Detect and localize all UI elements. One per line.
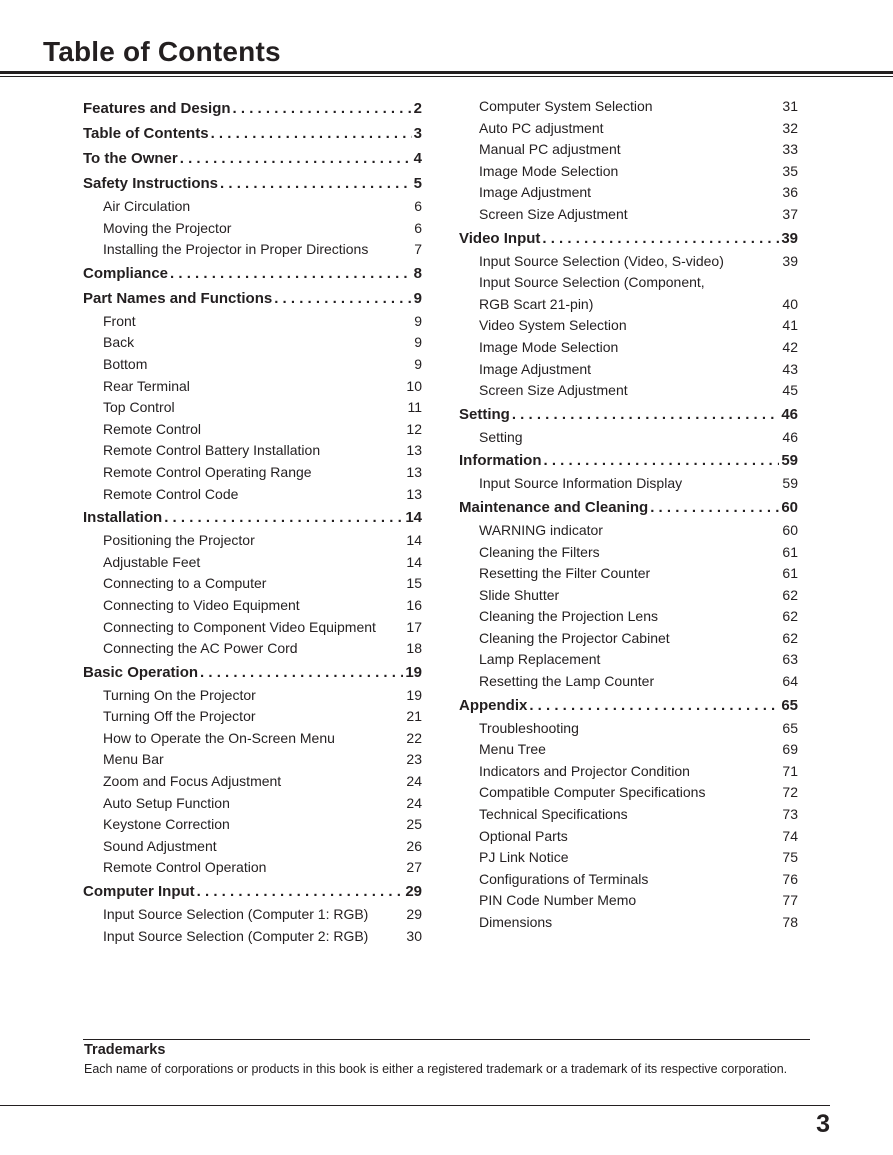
- toc-section-heading: [83, 286, 422, 311]
- toc-entry-page: 60: [782, 521, 798, 538]
- toc-entry-page: 71: [782, 762, 798, 779]
- toc-entry-page: 30: [406, 927, 422, 944]
- toc-entry: [459, 606, 798, 628]
- toc-entry: [83, 440, 422, 462]
- toc-entry-page: 63: [782, 651, 798, 668]
- toc-entry: [459, 912, 798, 934]
- toc-entry: [459, 294, 798, 316]
- toc-entry-label: Moving the Projector: [103, 219, 232, 236]
- toc-section-heading: [459, 495, 798, 520]
- dot-leader: [274, 286, 411, 311]
- toc-entry-label: Remote Control Battery Installation: [103, 442, 321, 459]
- toc-entry-label: Technical Specifications: [479, 806, 628, 823]
- toc-entry: [83, 926, 422, 948]
- toc-entry-label: Adjustable Feet: [103, 553, 201, 570]
- toc-entry: [83, 685, 422, 707]
- toc-entry-page: 7: [414, 241, 422, 258]
- toc-section-heading: [83, 171, 422, 196]
- toc-entry-label: Input Source Selection (Component,: [479, 274, 705, 291]
- toc-entry-page: 61: [782, 543, 798, 560]
- toc-section-heading: [83, 261, 422, 286]
- toc-entry: [459, 337, 798, 359]
- toc-section-heading: [459, 226, 798, 251]
- toc-entry-label: Back: [103, 334, 135, 351]
- dot-leader: [180, 146, 412, 171]
- toc-entry-page: 62: [782, 586, 798, 603]
- toc-entry-label: Connecting to Video Equipment: [103, 596, 300, 613]
- toc-entry: [459, 782, 798, 804]
- toc-entry-page: 27: [406, 859, 422, 876]
- toc-entry-label: Input Source Selection (Video, S-video): [479, 252, 724, 269]
- toc-left-column: [83, 96, 422, 947]
- toc-entry: [459, 826, 798, 848]
- toc-section-page: 39: [781, 229, 798, 247]
- toc-entry-page: 61: [782, 565, 798, 582]
- toc-entry-page: 24: [406, 794, 422, 811]
- toc-entry: [83, 419, 422, 441]
- toc-entry-page: 40: [782, 295, 798, 312]
- toc-entry: [459, 869, 798, 891]
- toc-entry-label: Connecting to Component Video Equipment: [103, 618, 376, 635]
- title-rule-thick: [0, 71, 893, 74]
- toc-entry-label: Resetting the Filter Counter: [479, 565, 651, 582]
- toc-entry-label: Image Adjustment: [479, 184, 592, 201]
- toc-section-heading: [83, 96, 422, 121]
- toc-entry: [83, 552, 422, 574]
- toc-entry-label: Video System Selection: [479, 317, 627, 334]
- toc-entry-label: Cleaning the Filters: [479, 543, 600, 560]
- toc-entry-page: 12: [406, 420, 422, 437]
- toc-entry-page: 16: [406, 596, 422, 613]
- toc-entry-label: Image Adjustment: [479, 360, 592, 377]
- toc-entry-label: RGB Scart 21-pin): [479, 295, 594, 312]
- toc-entry: [83, 771, 422, 793]
- toc-section-title: To the Owner: [83, 150, 178, 167]
- toc-entry-page: 41: [782, 317, 798, 334]
- toc-entry: [459, 118, 798, 140]
- toc-section-title: Installation: [83, 509, 163, 527]
- toc-entry: [459, 96, 798, 118]
- toc-entry: [459, 272, 798, 294]
- toc-entry: [83, 617, 422, 639]
- toc-entry-label: Input Source Selection (Computer 1: RGB): [103, 906, 369, 923]
- toc-entry: [459, 427, 798, 449]
- toc-section-page: 46: [781, 405, 798, 423]
- toc-entry-label: Top Control: [103, 399, 175, 416]
- toc-entry-page: 11: [407, 399, 422, 416]
- toc-entry-label: Installing the Projector in Proper Directions: [103, 241, 369, 258]
- toc-entry-label: Zoom and Focus Adjustment: [103, 773, 282, 790]
- toc-entry: [459, 542, 798, 564]
- toc-entry-page: 21: [406, 708, 422, 725]
- toc-entry: [459, 380, 798, 402]
- toc-entry-page: 26: [406, 837, 422, 854]
- toc-entry-label: Front: [103, 312, 136, 329]
- toc-entry-page: 31: [782, 98, 798, 114]
- toc-entry: [83, 484, 422, 506]
- toc-entry: [83, 706, 422, 728]
- toc-entry-label: Air Circulation: [103, 198, 191, 214]
- toc-entry-page: 13: [406, 442, 422, 459]
- toc-entry-label: How to Operate the On-Screen Menu: [103, 729, 335, 746]
- dot-leader: [170, 261, 412, 286]
- toc-entry-page: 37: [782, 205, 798, 222]
- toc-section-page: 9: [413, 289, 422, 307]
- toc-section-page: 59: [781, 452, 798, 470]
- toc-entry-page: 32: [782, 119, 798, 136]
- toc-entry: [459, 847, 798, 869]
- toc-section-heading: [83, 879, 422, 904]
- toc-entry-page: 65: [782, 719, 798, 736]
- toc-section-title: Information: [459, 452, 542, 470]
- toc-entry: [459, 182, 798, 204]
- trademarks-text: Each name of corporations or products in this book is either a registered trademark or a trademark of its respective corporation.: [84, 1062, 788, 1076]
- toc-entry-page: 14: [406, 532, 422, 549]
- toc-entry-label: Configurations of Terminals: [479, 870, 649, 887]
- toc-section-title: Features and Design: [83, 100, 231, 117]
- dot-leader: [164, 505, 403, 530]
- dot-leader: [220, 171, 412, 196]
- toc-entry: [83, 239, 422, 261]
- toc-entry-label: Slide Shutter: [479, 586, 560, 603]
- toc-entry-label: Screen Size Adjustment: [479, 382, 628, 399]
- toc-entry-page: 62: [782, 629, 798, 646]
- page-title: Table of Contents: [43, 36, 281, 67]
- toc-section-page: 5: [413, 175, 422, 192]
- toc-entry-label: Screen Size Adjustment: [479, 205, 628, 222]
- toc-entry: [459, 804, 798, 826]
- toc-entry: [459, 520, 798, 542]
- toc-entry-page: 59: [782, 475, 798, 492]
- toc-section-title: Computer Input: [83, 883, 195, 901]
- toc-entry-page: 15: [406, 575, 422, 592]
- toc-entry: [459, 739, 798, 761]
- toc-entry: [83, 638, 422, 660]
- toc-entry: [459, 585, 798, 607]
- toc-entry: [83, 462, 422, 484]
- toc-section-page: 65: [781, 696, 798, 714]
- toc-section-heading: [459, 448, 798, 473]
- toc-entry-label: Dimensions: [479, 914, 553, 930]
- toc-entry-page: 29: [406, 906, 422, 923]
- toc-entry-label: Sound Adjustment: [103, 837, 217, 854]
- toc-entry-page: 36: [782, 184, 798, 201]
- toc-entry-label: Menu Tree: [479, 741, 546, 758]
- toc-section-heading: [83, 505, 422, 530]
- toc-entry-label: Manual PC adjustment: [479, 141, 621, 158]
- toc-entry: [83, 836, 422, 858]
- toc-entry: [83, 728, 422, 750]
- toc-entry-label: Auto PC adjustment: [479, 119, 604, 136]
- toc-section-heading: [83, 121, 422, 146]
- toc-right-column: [459, 96, 798, 934]
- toc-entry-page: 23: [406, 751, 422, 768]
- toc-entry-label: Keystone Correction: [103, 816, 230, 833]
- toc-entry-page: 9: [414, 355, 422, 372]
- toc-section-heading: [83, 146, 422, 171]
- toc-entry-page: 76: [782, 870, 798, 887]
- toc-section-page: 4: [413, 150, 422, 167]
- toc-section-title: Compliance: [83, 264, 169, 282]
- toc-section-title: Table of Contents: [83, 125, 209, 142]
- toc-entry-page: 18: [406, 640, 422, 657]
- toc-entry-label: Positioning the Projector: [103, 532, 255, 549]
- toc-entry-label: Connecting the AC Power Cord: [103, 640, 298, 657]
- toc-entry: [459, 761, 798, 783]
- toc-entry: [83, 354, 422, 376]
- toc-entry: [459, 139, 798, 161]
- toc-entry-label: Optional Parts: [479, 827, 568, 844]
- toc-entry: [83, 573, 422, 595]
- dot-leader: [650, 495, 779, 520]
- toc-entry-page: 74: [782, 827, 798, 844]
- toc-entry: [83, 749, 422, 771]
- toc-entry-label: Remote Control Code: [103, 485, 239, 502]
- toc-section-title: Appendix: [459, 696, 528, 714]
- toc-section-page: 14: [405, 509, 422, 527]
- toc-entry-label: Input Source Selection (Computer 2: RGB): [103, 927, 369, 944]
- toc-entry-page: 9: [414, 312, 422, 329]
- toc-entry-label: Bottom: [103, 355, 148, 372]
- toc-entry-page: 9: [414, 334, 422, 351]
- dot-leader: [512, 402, 779, 427]
- toc-entry-page: 64: [782, 673, 798, 690]
- toc-entry-page: 39: [782, 252, 798, 269]
- toc-entry: [459, 315, 798, 337]
- toc-entry-label: Remote Control: [103, 420, 202, 437]
- toc-section-page: 60: [781, 498, 798, 516]
- toc-entry-label: Turning On the Projector: [103, 686, 256, 703]
- toc-entry-page: 42: [782, 338, 798, 355]
- toc-entry-page: 73: [782, 806, 798, 823]
- toc-entry: [83, 904, 422, 926]
- toc-entry-label: Lamp Replacement: [479, 651, 601, 668]
- toc-entry-page: 14: [406, 553, 422, 570]
- toc-entry-page: 13: [406, 463, 422, 480]
- toc-section-heading: [83, 660, 422, 685]
- toc-entry-page: 17: [406, 618, 422, 635]
- toc-entry-label: PIN Code Number Memo: [479, 892, 637, 909]
- title-rule-thin: [0, 76, 893, 77]
- dot-leader: [233, 96, 412, 121]
- toc-entry-page: 22: [406, 729, 422, 746]
- toc-entry: [459, 671, 798, 693]
- toc-entry: [83, 530, 422, 552]
- toc-entry-label: Indicators and Projector Condition: [479, 762, 690, 779]
- toc-entry-label: Compatible Computer Specifications: [479, 784, 706, 801]
- toc-entry-label: Image Mode Selection: [479, 338, 619, 355]
- toc-entry: [83, 332, 422, 354]
- toc-entry: [459, 563, 798, 585]
- toc-entry-label: PJ Link Notice: [479, 849, 569, 866]
- toc-entry-label: Resetting the Lamp Counter: [479, 673, 655, 690]
- dot-leader: [529, 693, 779, 718]
- toc-entry: [459, 359, 798, 381]
- toc-entry-label: Image Mode Selection: [479, 162, 619, 179]
- toc-entry-page: 6: [414, 219, 422, 236]
- toc-entry: [459, 649, 798, 671]
- toc-entry: [459, 628, 798, 650]
- toc-entry: [459, 251, 798, 273]
- toc-entry-page: 46: [782, 428, 798, 445]
- toc-entry-label: Setting: [479, 428, 523, 445]
- dot-leader: [542, 226, 779, 251]
- toc-entry-page: 43: [782, 360, 798, 377]
- dot-leader: [197, 879, 404, 904]
- toc-entry-page: 77: [782, 892, 798, 909]
- toc-entry: [459, 890, 798, 912]
- toc-section-title: Safety Instructions: [83, 175, 219, 192]
- toc-entry-label: Rear Terminal: [103, 377, 190, 394]
- toc-section-title: Basic Operation: [83, 663, 199, 681]
- toc-entry: [83, 857, 422, 879]
- toc-entry-label: Auto Setup Function: [103, 794, 230, 811]
- toc-entry-page: 13: [406, 485, 422, 502]
- toc-section-heading: [459, 693, 798, 718]
- toc-entry-page: 45: [782, 382, 798, 399]
- toc-entry: [83, 595, 422, 617]
- page-number: 3: [816, 1110, 830, 1138]
- toc-entry-label: Cleaning the Projector Cabinet: [479, 629, 670, 646]
- dot-leader: [544, 448, 780, 473]
- toc-entry-label: Cleaning the Projection Lens: [479, 608, 659, 625]
- toc-entry: [83, 311, 422, 333]
- toc-entry-page: 33: [782, 141, 798, 158]
- toc-entry-page: 75: [782, 849, 798, 866]
- footer-rule: [0, 1105, 830, 1106]
- toc-section-page: 19: [405, 663, 422, 681]
- trademarks-rule: [83, 1039, 810, 1040]
- toc-entry-label: Troubleshooting: [479, 719, 579, 736]
- toc-entry: [83, 218, 422, 240]
- toc-entry-page: 78: [782, 914, 798, 930]
- toc-entry-page: 19: [406, 686, 422, 703]
- toc-entry: [83, 196, 422, 218]
- toc-entry: [83, 397, 422, 419]
- toc-entry-page: 72: [782, 784, 798, 801]
- toc-entry-page: 35: [782, 162, 798, 179]
- trademarks-title: Trademarks: [84, 1042, 166, 1058]
- toc-section-page: 29: [405, 883, 422, 901]
- toc-entry-page: 24: [406, 773, 422, 790]
- toc-entry-label: WARNING indicator: [479, 521, 603, 538]
- toc-section-title: Setting: [459, 405, 510, 423]
- toc-section-page: 8: [413, 264, 422, 282]
- toc-entry: [83, 376, 422, 398]
- toc-entry-label: Connecting to a Computer: [103, 575, 267, 592]
- toc-entry-label: Computer System Selection: [479, 98, 653, 114]
- toc-section-page: 2: [413, 100, 422, 117]
- toc-entry: [459, 161, 798, 183]
- toc-entry-page: 6: [414, 198, 422, 214]
- toc-entry-label: Menu Bar: [103, 751, 164, 768]
- toc-entry-page: 62: [782, 608, 798, 625]
- toc-section-page: 3: [413, 125, 422, 142]
- toc-section-title: Part Names and Functions: [83, 289, 273, 307]
- toc-entry: [83, 793, 422, 815]
- toc-entry: [459, 473, 798, 495]
- toc-entry-page: 69: [782, 741, 798, 758]
- toc-entry-label: Remote Control Operating Range: [103, 463, 312, 480]
- toc-entry-label: Turning Off the Projector: [103, 708, 256, 725]
- toc-entry-page: 25: [406, 816, 422, 833]
- toc-section-heading: [459, 402, 798, 427]
- dot-leader: [200, 660, 403, 685]
- toc-section-title: Video Input: [459, 229, 541, 247]
- toc-entry-label: Input Source Information Display: [479, 475, 683, 492]
- toc-entry: [459, 718, 798, 740]
- dot-leader: [211, 121, 412, 146]
- toc-entry: [459, 204, 798, 226]
- toc-entry: [83, 814, 422, 836]
- toc-entry-page: 10: [406, 377, 422, 394]
- toc-section-title: Maintenance and Cleaning: [459, 498, 649, 516]
- toc-entry-label: Remote Control Operation: [103, 859, 267, 876]
